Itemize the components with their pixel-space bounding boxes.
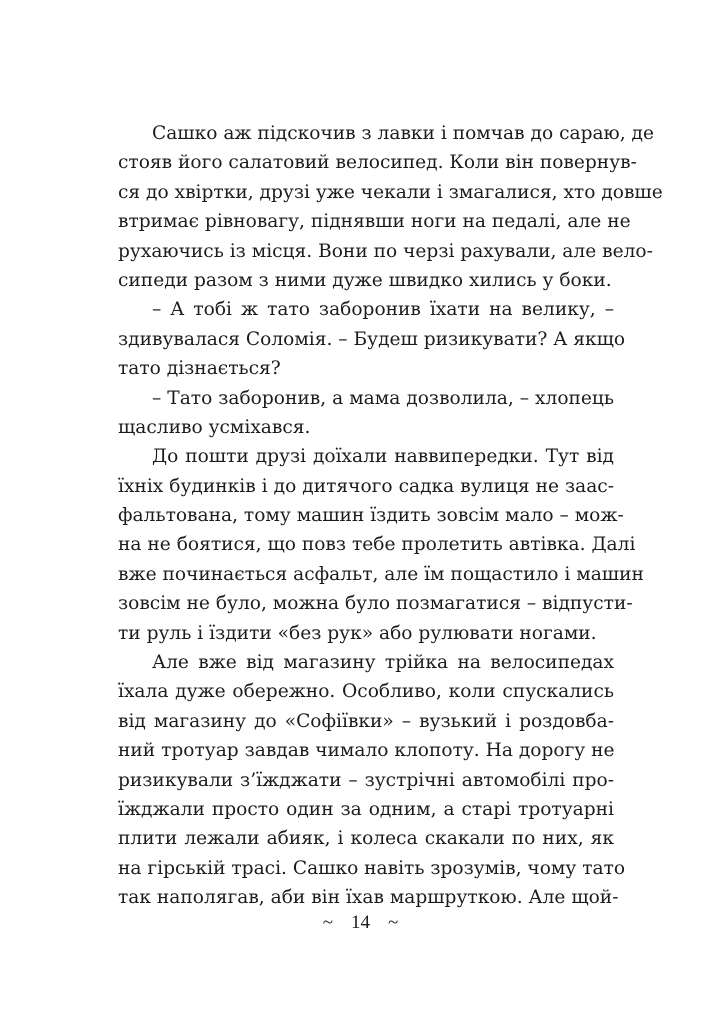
text-line: фальтована, тому машин їздить зовсім мало – мож- [118, 505, 624, 527]
right-ornament: ~ [388, 912, 399, 933]
text-line: ся до хвіртки, друзі уже чекали і змагалися, хто довше [118, 181, 663, 203]
text-line: на гірській трасі. Сашко навіть зрозумів, чому тато [118, 857, 626, 879]
text-line: їхніх будинків і до дитячого садка вулиця не заас- [118, 475, 614, 497]
text-line: тато дізнається? [118, 358, 281, 380]
page-footer [0, 912, 721, 934]
text-line: – Тато заборонив, а мама дозволила, – хлопець [152, 387, 614, 409]
text-line: стояв його салатовий велосипед. Коли він повернув- [118, 152, 637, 174]
text-line: ний тротуар завдав чимало клопоту. На дорогу не [118, 740, 615, 762]
text-line: Сашко аж підскочив з лавки і помчав до сараю, де [152, 123, 655, 144]
text-line: рухаючись із місця. Вони по черзі рахували, але вело- [118, 240, 653, 262]
text-line: так наполягав, аби він їхав маршруткою. Але щой- [118, 887, 619, 909]
body-text [118, 119, 663, 913]
paragraph [118, 648, 626, 913]
paragraph [118, 384, 614, 443]
text-line: вже починається асфальт, але їм пощастило і машин [118, 563, 644, 585]
text-line: ризикували з’їжджати – зустрічні автомобілі про- [118, 769, 614, 791]
text-line: Але вже від магазину трійка на велосипедах [152, 652, 614, 674]
text-line: втримає рівновагу, піднявши ноги на педалі, але не [118, 211, 631, 233]
left-ornament: ~ [322, 912, 333, 933]
text-line: щасливо усміхався. [118, 416, 311, 438]
text-line: їхала дуже обережно. Особливо, коли спускались [118, 681, 614, 703]
text-line: плити лежали абияк, і колеса скакали по них, як [118, 828, 614, 850]
text-line: – А тобі ж тато заборонив їхати на велику, – [152, 299, 614, 321]
text-line: До пошти друзі доїхали наввипередки. Тут від [152, 446, 614, 468]
text-line: зовсім не було, можна було позмагатися – відпусти- [118, 593, 633, 615]
text-line: їжджали просто один за одним, а старі тротуарні [118, 798, 614, 820]
page-number: 14 [351, 912, 370, 933]
paragraph [118, 295, 626, 383]
paragraph [118, 442, 644, 648]
text-line: сипеди разом з ними дуже швидко хились у боки. [118, 269, 612, 291]
text-line: на не боятися, що повз тебе пролетить автівка. Далі [118, 534, 636, 556]
text-line: від магазину до «Софіївки» – вузький і роздовба- [118, 710, 614, 732]
text-line: здивувалася Соломія. – Будеш ризикувати? А якщо [118, 328, 626, 350]
text-line: ти руль і їздити «без рук» або рулювати ногами. [118, 622, 597, 644]
paragraph [118, 119, 663, 295]
